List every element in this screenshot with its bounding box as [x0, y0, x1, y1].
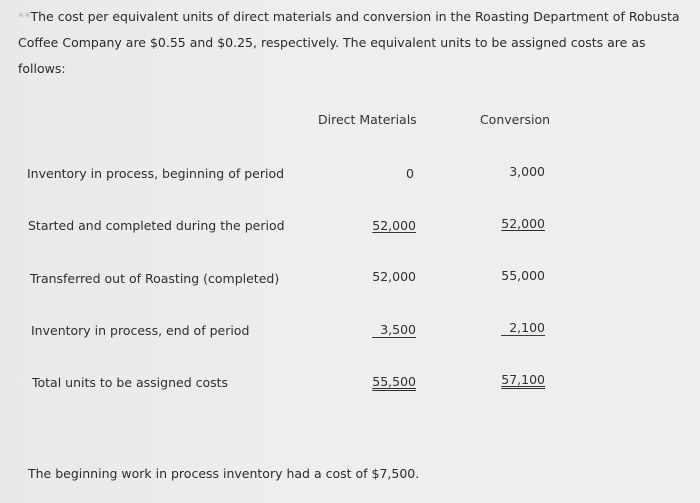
row-label-total-units: Total units to be assigned costs — [32, 375, 229, 390]
cell-conv-beginning-inventory: 3,000 — [509, 164, 545, 179]
row-label-transferred-out: Transferred out of Roasting (completed) — [30, 271, 280, 286]
footer-note: The beginning work in process inventory had a cost of $7,500. — [28, 466, 420, 481]
cell-dm-started-completed — [336, 218, 416, 233]
cell-dm-started-completed-value: 52,000 — [372, 218, 416, 233]
cell-conv-ending-inventory-value: 2,100 — [501, 320, 545, 336]
cell-dm-total-units — [336, 374, 416, 389]
asterisk-marker: ** — [18, 9, 31, 24]
cell-dm-ending-inventory-value: 3,500 — [372, 322, 416, 338]
cell-dm-total-units-value: 55,500 — [372, 374, 416, 389]
cell-dm-transferred-out: 52,000 — [372, 269, 416, 284]
row-label-ending-inventory: Inventory in process, end of period — [31, 323, 250, 338]
cell-conv-transferred-out: 55,000 — [501, 268, 545, 283]
cell-conv-started-completed-value: 52,000 — [501, 216, 545, 231]
cell-conv-total-units — [465, 372, 545, 387]
cell-conv-started-completed — [465, 216, 545, 231]
header-direct-materials: Direct Materials — [318, 112, 417, 127]
problem-statement — [18, 4, 683, 82]
cell-conv-ending-inventory — [465, 320, 545, 335]
cell-conv-total-units-value: 57,100 — [501, 372, 545, 387]
cell-dm-beginning-inventory: 0 — [406, 166, 414, 181]
problem-text: The cost per equivalent units of direct materials and conversion in the Roasting Department of Robusta Coffee Company are $0.55 and $0.25, respectively. The equivalent units to be assigned costs are as follows: — [18, 9, 680, 76]
header-conversion: Conversion — [479, 112, 551, 127]
row-label-started-completed: Started and completed during the period — [28, 218, 285, 233]
row-label-beginning-inventory: Inventory in process, beginning of period — [27, 166, 285, 181]
cell-dm-ending-inventory — [336, 322, 416, 337]
